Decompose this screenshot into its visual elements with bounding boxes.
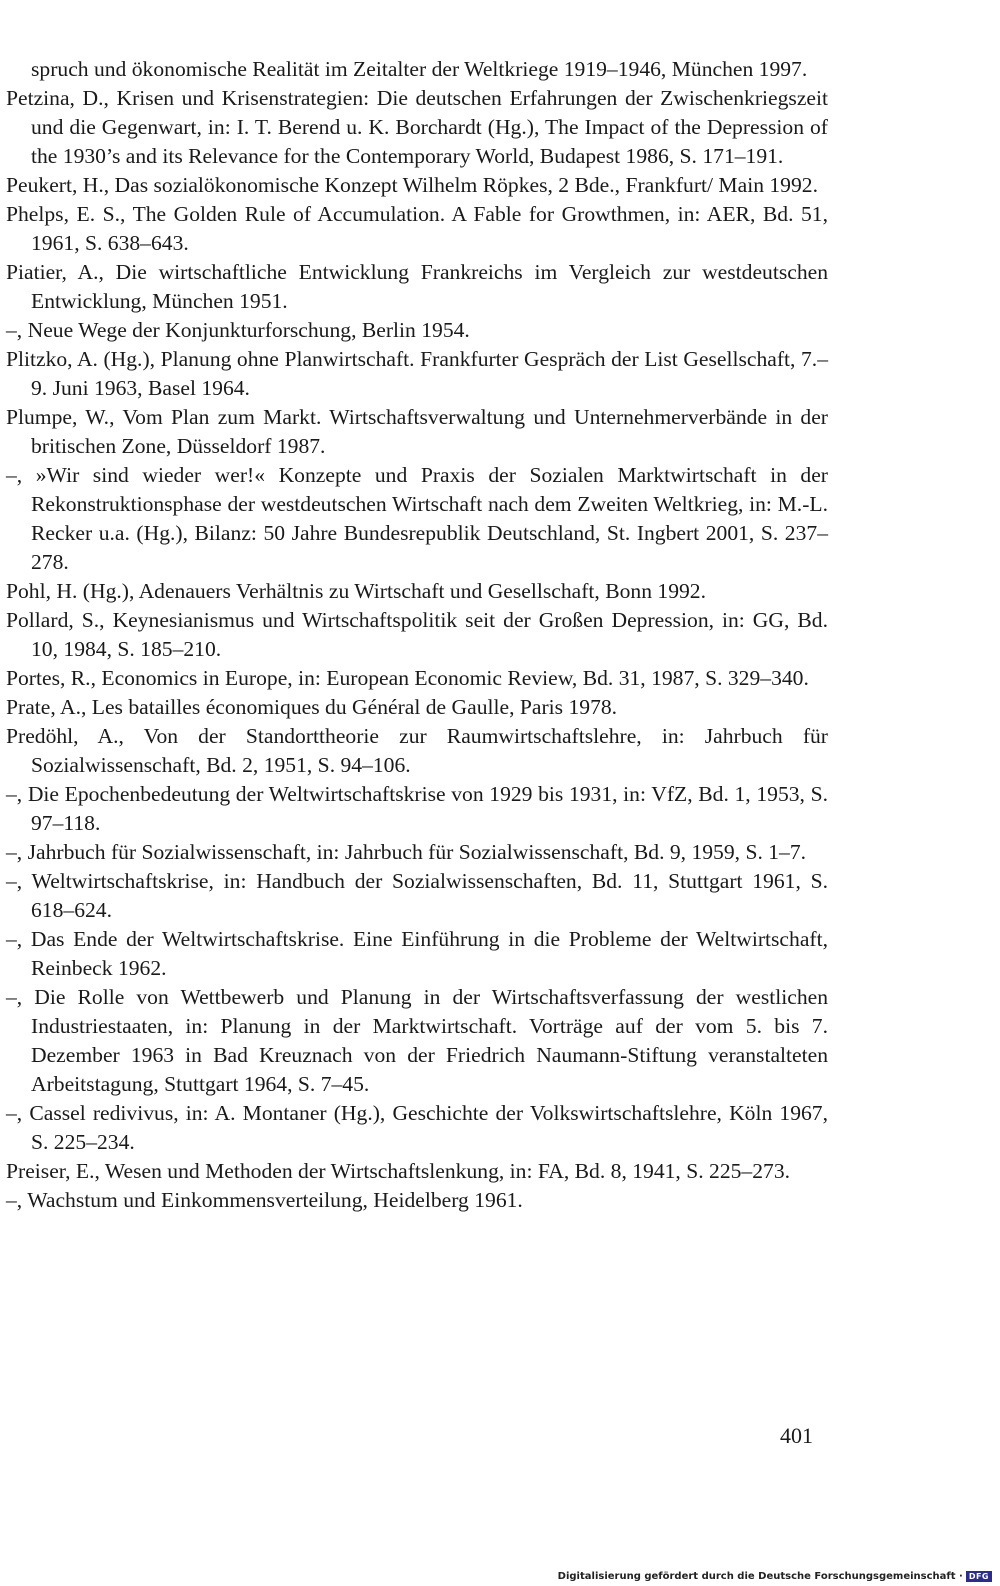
bibliography-entry: Phelps, E. S., The Golden Rule of Accumulation. A Fable for Growthmen, in: AER, Bd. 51, 1961, S. 638–643. bbox=[6, 202, 828, 255]
bibliography-entry: –, Die Rolle von Wettbewerb und Planung in der Wirtschaftsverfassung der westlichen Industriestaaten, in: Planung in der Marktwirtschaft. Vorträge auf der vom 5. bis 7. Dezember 1963 in Bad Kreuznach von der Friedrich Naumann-Stiftung veranstalteten Arbeitstagung, Stuttgart 1964, S. 7–45. bbox=[6, 985, 828, 1096]
page-number: 401 bbox=[780, 1423, 813, 1448]
bibliography-entry: Portes, R., Economics in Europe, in: European Economic Review, Bd. 31, 1987, S. 329–340. bbox=[6, 666, 809, 690]
bibliography-entry: Preiser, E., Wesen und Methoden der Wirtschaftslenkung, in: FA, Bd. 8, 1941, S. 225–273. bbox=[6, 1159, 791, 1183]
bibliography-entry: –, Das Ende der Weltwirtschaftskrise. Eine Einführung in die Probleme der Weltwirtschaft, Reinbeck 1962. bbox=[6, 927, 828, 980]
footer-text: Digitalisierung gefördert durch die Deutsche Forschungsgemeinschaft · bbox=[557, 1571, 963, 1582]
bibliography-entry: spruch und ökonomische Realität im Zeitalter der Weltkriege 1919–1946, München 1997. bbox=[31, 57, 808, 81]
bibliography-entry: –, »Wir sind wieder wer!« Konzepte und Praxis der Sozialen Marktwirtschaft in der Rekonstruktionsphase der westdeutschen Wirtschaft nach dem Zweiten Weltkrieg, in: M.-L. Recker u.a. (Hg.), Bilanz: 50 Jahre Bundesrepublik Deutschland, St. Ingbert 2001, S. 237–278. bbox=[6, 463, 828, 574]
bibliography-entry: Plitzko, A. (Hg.), Planung ohne Planwirtschaft. Frankfurter Gespräch der List Gesellschaft, 7.–9. Juni 1963, Basel 1964. bbox=[6, 347, 828, 400]
bibliography-entry: Piatier, A., Die wirtschaftliche Entwicklung Frankreichs im Vergleich zur westdeutschen Entwicklung, München 1951. bbox=[6, 260, 828, 313]
bibliography-entry: –, Wachstum und Einkommensverteilung, Heidelberg 1961. bbox=[6, 1188, 523, 1212]
bibliography-entry: Pohl, H. (Hg.), Adenauers Verhältnis zu Wirtschaft und Gesellschaft, Bonn 1992. bbox=[6, 579, 707, 603]
bibliography-entry: Predöhl, A., Von der Standorttheorie zur Raumwirtschaftslehre, in: Jahrbuch für Sozialwissenschaft, Bd. 2, 1951, S. 94–106. bbox=[6, 724, 828, 777]
dfg-logo: DFG bbox=[966, 1571, 992, 1582]
bibliography-entry: Prate, A., Les batailles économiques du Général de Gaulle, Paris 1978. bbox=[6, 695, 618, 719]
bibliography-entry: –, Die Epochenbedeutung der Weltwirtschaftskrise von 1929 bis 1931, in: VfZ, Bd. 1, 1953, S. 97–118. bbox=[6, 782, 828, 835]
bibliography-entry: –, Jahrbuch für Sozialwissenschaft, in: Jahrbuch für Sozialwissenschaft, Bd. 9, 1959, S. 1–7. bbox=[6, 840, 807, 864]
bibliography-entry: –, Cassel redivivus, in: A. Montaner (Hg.), Geschichte der Volkswirtschaftslehre, Köln 1967, S. 225–234. bbox=[6, 1101, 828, 1154]
digitization-footer bbox=[558, 1571, 992, 1582]
bibliography-entry: Petzina, D., Krisen und Krisenstrategien: Die deutschen Erfahrungen der Zwischenkriegszeit und die Gegenwart, in: I. T. Berend u. K. Borchardt (Hg.), The Impact of the Depression of the 1930’s and its Relevance for the Contemporary World, Budapest 1986, S. 171–191. bbox=[6, 86, 828, 168]
bibliography-entry: –, Neue Wege der Konjunkturforschung, Berlin 1954. bbox=[6, 318, 470, 342]
bibliography-entry: Pollard, S., Keynesianismus und Wirtschaftspolitik seit der Großen Depression, in: GG, Bd. 10, 1984, S. 185–210. bbox=[6, 608, 828, 661]
bibliography-entry: Peukert, H., Das sozialökonomische Konzept Wilhelm Röpkes, 2 Bde., Frankfurt/ Main 1992. bbox=[6, 173, 818, 197]
bibliography-list bbox=[6, 55, 828, 1215]
bibliography-entry: Plumpe, W., Vom Plan zum Markt. Wirtschaftsverwaltung und Unternehmerverbände in der britischen Zone, Düsseldorf 1987. bbox=[6, 405, 828, 458]
bibliography-entry: –, Weltwirtschaftskrise, in: Handbuch der Sozialwissenschaften, Bd. 11, Stuttgart 1961, S. 618–624. bbox=[6, 869, 828, 922]
